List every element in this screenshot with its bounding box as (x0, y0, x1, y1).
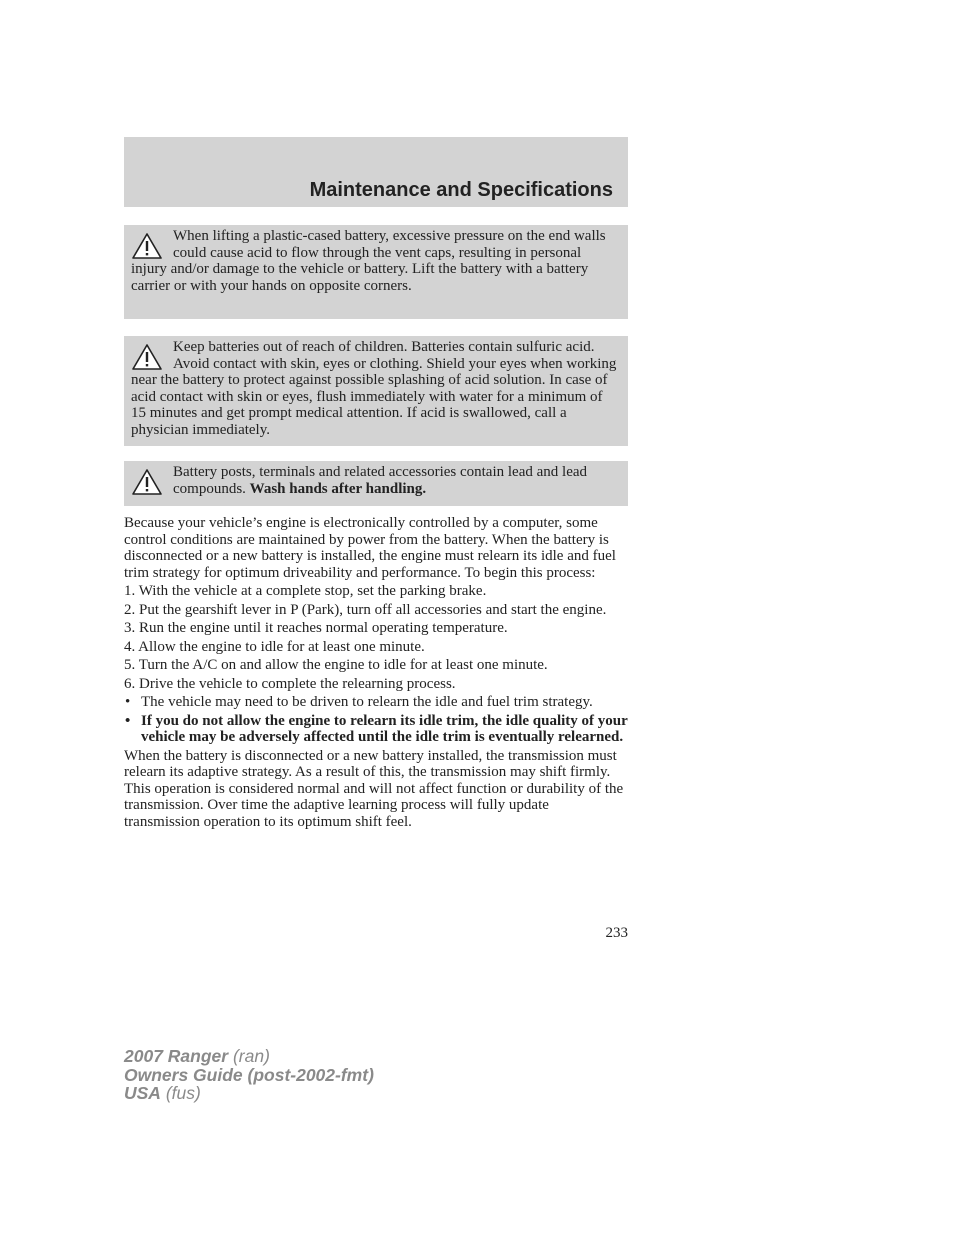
footer-line: USA (fus) (124, 1083, 201, 1103)
section-header (124, 137, 628, 207)
step-item: 4. Allow the engine to idle for at least one minute. (124, 638, 425, 655)
page-number: 233 (605, 925, 628, 941)
warning-text: Keep batteries out of reach of children. Batteries contain sulfuric acid. Avoid contact with skin, eyes or clothing. Shield your eyes when working near the battery to protect against possible splashing of acid solution. In case of acid contact with skin or eyes, flush immediately with water for a minimum of 15 minutes and get prompt medical attention. If acid is swallowed, call a physician immediately. (131, 339, 617, 438)
warning-box-lifting (124, 225, 628, 319)
warning-triangle-icon (131, 343, 163, 371)
section-title: Maintenance and Specifications (309, 179, 613, 201)
intro-paragraph: Because your vehicle’s engine is electronically controlled by a computer, some control conditions are maintained by power from the battery. When the battery is disconnected or a new battery is installed, the engine must relearn its idle and fuel trim strategy for optimum driveability and performance. To begin this process: (124, 515, 616, 581)
body-content (124, 515, 628, 832)
footer-line: 2007 Ranger (ran) (124, 1046, 270, 1066)
step-item: 6. Drive the vehicle to complete the relearning process. (124, 675, 456, 692)
bullet-item-emphasis: • If you do not allow the engine to relearn its idle trim, the idle quality of your vehicle may be adversely affected until the idle trim is eventually relearned. (125, 712, 628, 745)
document-footer (124, 1047, 374, 1103)
step-item: 1. With the vehicle at a complete stop, set the parking brake. (124, 583, 487, 599)
step-item: 3. Run the engine until it reaches normal operating temperature. (124, 620, 508, 636)
footer-line: Owners Guide (post-2002-fmt) (124, 1064, 374, 1085)
step-item: 2. Put the gearshift lever in P (Park), turn off all accessories and start the engine. (124, 601, 607, 618)
warning-text: Battery posts, terminals and related accessories contain lead and lead compounds. Wash hands after handling. (173, 464, 588, 497)
warning-box-lead (124, 461, 628, 506)
step-item: 5. Turn the A/C on and allow the engine to idle for at least one minute. (124, 657, 548, 673)
warning-text: When lifting a plastic-cased battery, excessive pressure on the end walls could cause acid to flow through the vent caps, resulting in personal injury and/or damage to the vehicle or battery. Lift the battery with a battery carrier or with your hands on opposite corners. (131, 228, 606, 294)
warning-emphasis: Wash hands after handling. (249, 480, 427, 497)
warning-triangle-icon (131, 468, 163, 496)
warning-box-children (124, 336, 628, 446)
bullet-marker: • (125, 694, 131, 710)
bullet-item: • The vehicle may need to be driven to relearn the idle and fuel trim strategy. (125, 694, 593, 710)
warning-triangle-icon (131, 232, 163, 260)
closing-paragraph: When the battery is disconnected or a new battery installed, the transmission must relearn its adaptive strategy. As a result of this, the transmission may shift firmly. This operation is considered normal and will not affect function or durability of the transmission. Over time the adaptive learning process will fully update transmission operation to its optimum shift feel. (124, 747, 624, 830)
bullet-marker: • (125, 712, 131, 729)
